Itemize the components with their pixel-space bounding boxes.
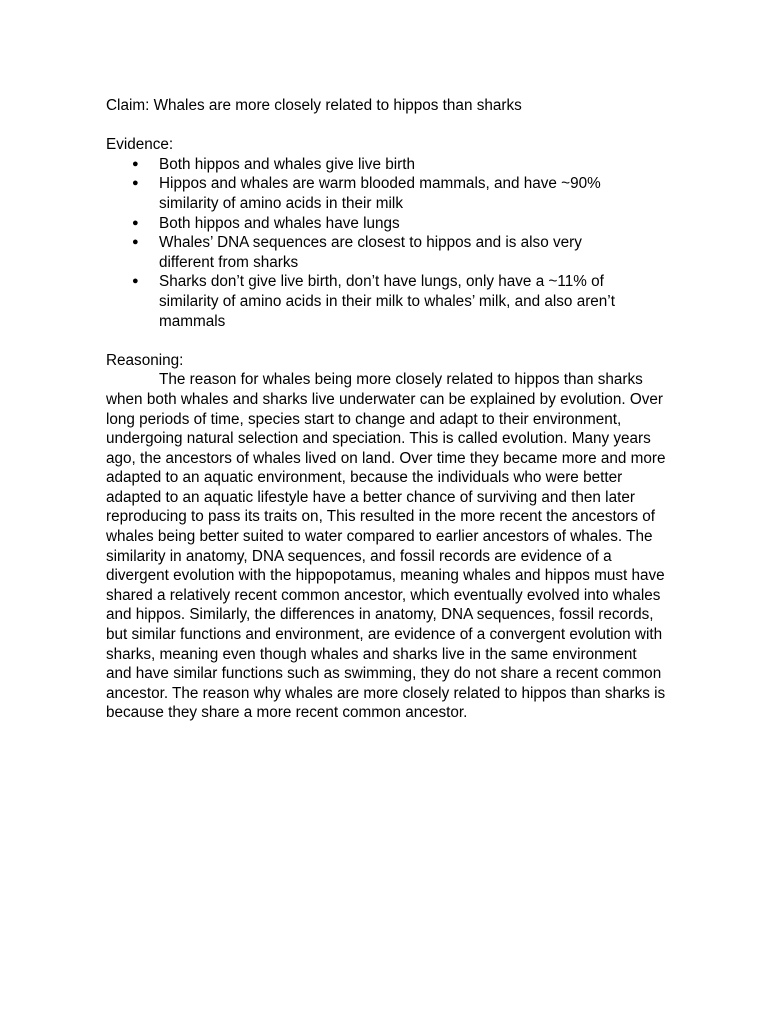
evidence-item-text: Both hippos and whales have lungs xyxy=(159,214,400,232)
document-body xyxy=(106,96,666,723)
evidence-item-text: Hippos and whales are warm blooded mammals, and have ~90% similarity of amino acids in their milk xyxy=(159,175,601,212)
bullet-icon: ● xyxy=(132,157,139,170)
evidence-item xyxy=(106,233,629,272)
bullet-icon: ● xyxy=(132,177,139,190)
reasoning-heading: Reasoning: xyxy=(106,351,184,369)
spacer xyxy=(106,116,666,136)
spacer xyxy=(106,331,666,351)
evidence-item-text: Whales’ DNA sequences are closest to hippos and is also very different from sharks xyxy=(159,234,582,271)
evidence-item-text: Both hippos and whales give live birth xyxy=(159,155,415,173)
evidence-heading: Evidence: xyxy=(106,136,174,154)
evidence-item xyxy=(106,272,629,331)
reasoning-paragraph: The reason for whales being more closely related to hippos than sharks when both whales and sharks live underwater can be explained by evolution. Over long periods of time, species start to change and adapt to their environment, undergoing natural selection and speciation. This is called evolution. Many years ago, the ancestors of whales lived on land. Over time they became more and more adapted to an aquatic environment, because the individuals who were better adapted to an aquatic lifestyle have a better chance of surviving and then later reproducing to pass its traits on, This resulted in the more recent the ancestors of whales being better suited to water compared to earlier ancestors of whales. The similarity in anatomy, DNA sequences, and fossil records are evidence of a divergent evolution with the hippopotamus, meaning whales and hippos must have shared a relatively recent common ancestor, which eventually evolved into whales and hippos. Similarly, the differences in anatomy, DNA sequences, fossil records, but similar functions and environment, are evidence of a convergent evolution with sharks, meaning even though whales and sharks live in the same environment and have similar functions such as swimming, they do not share a recent common ancestor. The reason why whales are more closely related to hippos than sharks is because they share a more recent common ancestor. xyxy=(106,371,666,722)
evidence-item xyxy=(106,214,629,234)
claim-line: Claim: Whales are more closely related to hippos than sharks xyxy=(106,97,522,114)
evidence-item-text: Sharks don’t give live birth, don’t have lungs, only have a ~11% of similarity of amino acids in their milk to whales’ milk, and also aren’t mammals xyxy=(159,273,615,330)
evidence-item xyxy=(106,155,629,175)
evidence-item xyxy=(106,174,629,213)
bullet-icon: ● xyxy=(132,216,139,229)
bullet-icon: ● xyxy=(132,275,139,288)
bullet-icon: ● xyxy=(132,236,139,249)
evidence-list xyxy=(106,155,666,331)
